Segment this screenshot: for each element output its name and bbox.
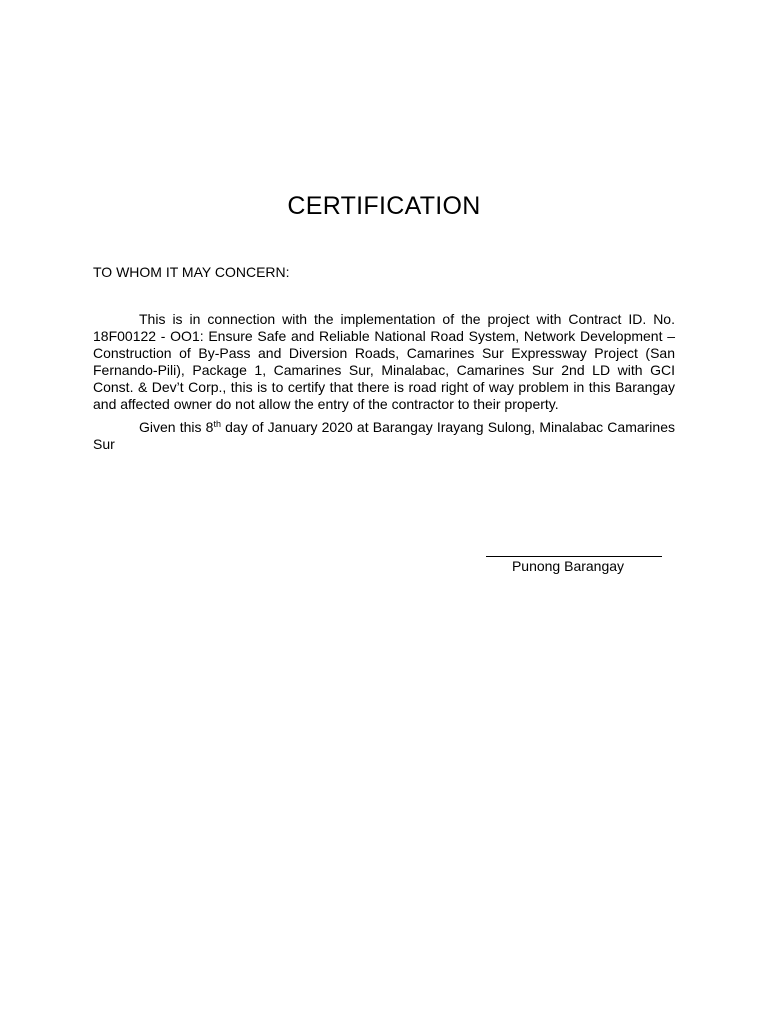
document-title: CERTIFICATION (287, 192, 481, 220)
signatory-title: Punong Barangay (511, 558, 625, 574)
given-suffix: day of January 2020 at Barangay Irayang Sulong, Minalabac Camarines Sur (93, 419, 675, 452)
given-prefix: Given this 8 (139, 419, 214, 435)
given-paragraph (93, 419, 675, 453)
body-paragraph: This is in connection with the implementation of the project with Contract ID. No. 18F00122 - OO1: Ensure Safe and Reliable National Road System, Network Development – Construction of By-Pass and Diversion Roads, Camarines Sur Expressway Project (San Fernando-Pili), Package 1, Camarines Sur, Minalabac, Camarines Sur 2nd LD with GCI Const. & Dev’t Corp., this is to certify that there is road right of way problem in this Barangay and affected owner do not allow the entry of the contractor to their property. (93, 311, 675, 412)
ordinal-suffix: th (213, 419, 221, 429)
salutation: TO WHOM IT MAY CONCERN: (93, 264, 290, 280)
signature-line (486, 556, 662, 557)
